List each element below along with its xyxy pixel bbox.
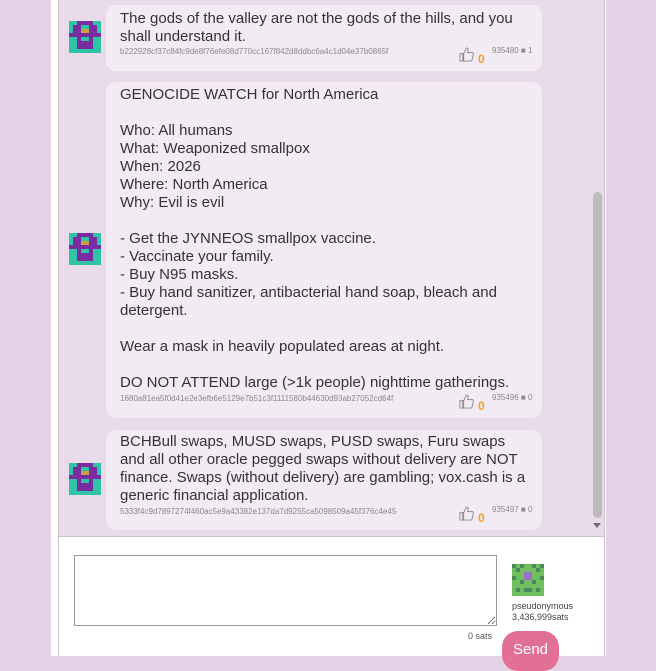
message-hash: 5333f4c9d7897274f460ac5e9a43382e137da7d9255ca5098509a45f376c4e45 bbox=[120, 507, 397, 516]
message-meta: 935496 ■ 0 bbox=[492, 393, 533, 402]
message-text: The gods of the valley are not the gods of the hills, and you shall understand it. bbox=[120, 10, 517, 45]
user-avatar-icon[interactable] bbox=[69, 463, 101, 495]
message-input[interactable] bbox=[74, 555, 497, 626]
message-meta: 935480 ■ 1 bbox=[492, 46, 533, 55]
scrollbar-thumb[interactable] bbox=[593, 192, 602, 518]
message-bubble bbox=[106, 430, 542, 530]
user-avatar-icon[interactable] bbox=[69, 233, 101, 265]
like-count: 0 bbox=[478, 399, 485, 413]
send-button[interactable]: Send bbox=[502, 631, 559, 671]
message-text: GENOCIDE WATCH for North America Who: All humans What: Weaponized smallpox When: 2026 Where: North America Why: Evil is evil - Get the JYNNEOS smallpox vaccine. - Vaccinate your family. - Buy N95 masks. - Buy hand sanitizer, antibacterial hand soap, bleach and detergent. Wear a mask in heavily populated areas at night. DO NOT ATTEND large (>1k people) nighttime gatherings. bbox=[120, 86, 510, 391]
message-hash: b222928cf37c84fc9de8f76efe08d770cc167f842d8ddbc6a4c1d04e37b0865f bbox=[120, 47, 389, 56]
like-count: 0 bbox=[478, 511, 485, 525]
user-balance: 3,436,999sats bbox=[512, 612, 569, 622]
message-meta: 935497 ■ 0 bbox=[492, 505, 533, 514]
message-text: BCHBull swaps, MUSD swaps, PUSD swaps, Furu swaps and all other oracle pegged swaps without delivery are NOT finance. Swaps (without delivery) are gambling; vox.cash is a generic financial application. bbox=[120, 433, 530, 504]
user-avatar-icon[interactable] bbox=[69, 21, 101, 53]
thumbs-up-icon[interactable] bbox=[459, 47, 474, 62]
scroll-down-arrow-icon[interactable] bbox=[593, 523, 601, 528]
username: pseudonymous bbox=[512, 601, 574, 611]
like-count: 0 bbox=[478, 52, 485, 66]
thumbs-up-icon[interactable] bbox=[459, 506, 474, 521]
message-hash: 1680a81ea5f0d41e2e3efb6e5129e7b51c3f1111580b44630d93ab27052cd64f bbox=[120, 394, 394, 403]
thumbs-up-icon[interactable] bbox=[459, 394, 474, 409]
message-bubble bbox=[106, 5, 542, 71]
message-bubble bbox=[106, 82, 542, 418]
chat-scrollbar[interactable] bbox=[590, 0, 604, 537]
current-user-avatar-icon[interactable] bbox=[512, 564, 544, 596]
sats-amount: 0 sats bbox=[467, 631, 492, 641]
